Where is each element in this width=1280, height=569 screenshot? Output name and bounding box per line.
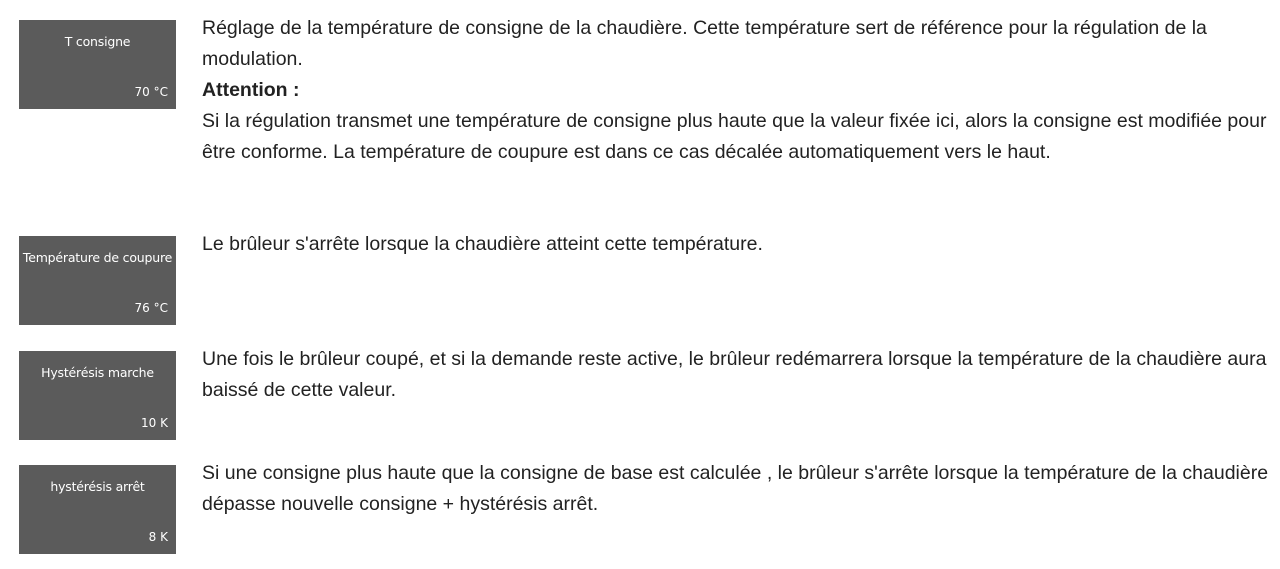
parameter-description <box>202 13 1280 168</box>
parameter-label: Hystérésis marche <box>41 365 154 380</box>
parameter-label: hystérésis arrêt <box>50 479 145 494</box>
attention-text: Si la régulation transmet une température de consigne plus haute que la valeur fixée ici, alors la consigne est modifiée pour être conforme. La température de coupure est dans ce cas décalée automatiquement vers le haut. <box>202 110 1267 163</box>
parameter-tile <box>19 351 176 440</box>
parameter-tile <box>19 236 176 325</box>
parameter-value: 70 °C <box>134 85 168 99</box>
description-text: Réglage de la température de consigne de la chaudière. Cette température sert de référence pour la régulation de la modulation. <box>202 17 1207 70</box>
parameter-label: Température de coupure <box>22 250 173 265</box>
parameter-description <box>202 344 1280 406</box>
parameter-description <box>202 458 1280 520</box>
parameter-tile <box>19 465 176 554</box>
parameter-description <box>202 229 1280 260</box>
parameter-value: 76 °C <box>134 301 168 315</box>
parameter-value: 10 K <box>141 416 168 430</box>
description-text: Une fois le brûleur coupé, et si la demande reste active, le brûleur redémarrera lorsque la température de la chaudière aura baissé de cette valeur. <box>202 348 1267 401</box>
description-text: Si une consigne plus haute que la consigne de base est calculée , le brûleur s'arrête lorsque la température de la chaudière dépasse nouvelle consigne + hystérésis arrêt. <box>202 462 1269 515</box>
parameter-label: T consigne <box>64 34 131 49</box>
parameter-tile <box>19 20 176 109</box>
attention-title: Attention : <box>202 79 300 101</box>
parameter-value: 8 K <box>148 530 168 544</box>
description-text: Le brûleur s'arrête lorsque la chaudière atteint cette température. <box>202 233 763 255</box>
